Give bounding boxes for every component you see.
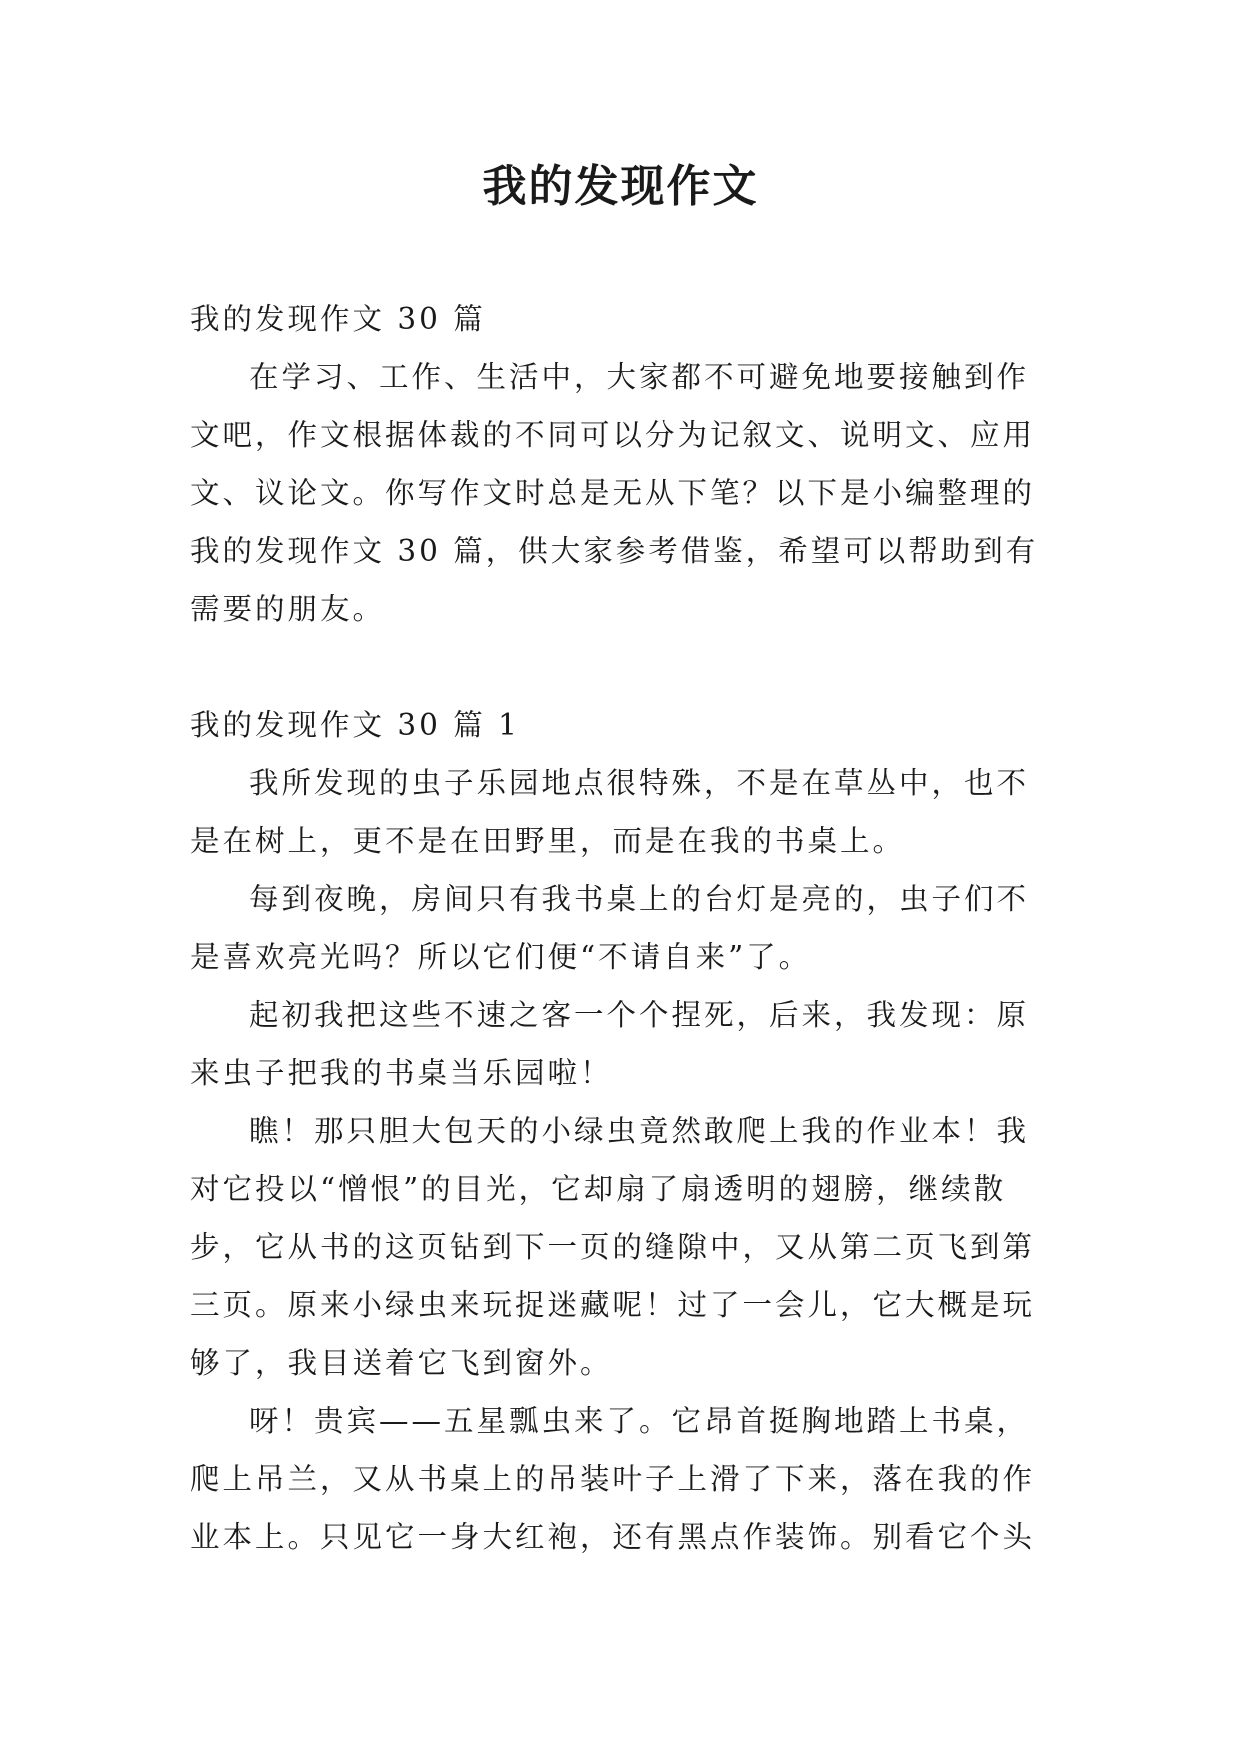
document-body (190, 290, 1060, 1566)
section-heading-1: 我的发现作文 30 篇 1 (190, 708, 520, 742)
section-spacer (190, 638, 1060, 696)
paragraph: 在学习、工作、生活中，大家都不可避免地要接触到作文吧，作文根据体裁的不同可以分为记叙文、说明文、应用文、议论文。你写作文时总是无从下笔？以下是小编整理的我的发现作文 30 篇，供大家参考借鉴，希望可以帮助到有需要的朋友。 (190, 360, 1039, 626)
document-title: 我的发现作文 (482, 161, 759, 212)
paragraph: 瞧！那只胆大包天的小绿虫竟然敢爬上我的作业本！我对它投以“憎恨”的目光，它却扇了扇透明的翅膀，继续散步，它从书的这页钻到下一页的缝隙中，又从第二页飞到第三页。原来小绿虫来玩捉迷藏呢！过了一会儿，它大概是玩够了，我目送着它飞到窗外。 (190, 1114, 1036, 1380)
section-heading-intro: 我的发现作文 30 篇 (190, 302, 486, 336)
paragraph: 每到夜晚，房间只有我书桌上的台灯是亮的，虫子们不是喜欢亮光吗？所以它们便“不请自来”了。 (190, 882, 1030, 974)
paragraph: 我所发现的虫子乐园地点很特殊，不是在草丛中，也不是在树上，更不是在田野里，而是在我的书桌上。 (190, 766, 1030, 858)
paragraph: 呀！贵宾——五星瓢虫来了。它昂首挺胸地踏上书桌，爬上吊兰，又从书桌上的吊装叶子上滑了下来，落在我的作业本上。只见它一身大红袍，还有黑点作装饰。别看它个头 (190, 1404, 1036, 1554)
paragraph: 起初我把这些不速之客一个个捏死，后来，我发现：原来虫子把我的书桌当乐园啦！ (190, 998, 1030, 1090)
